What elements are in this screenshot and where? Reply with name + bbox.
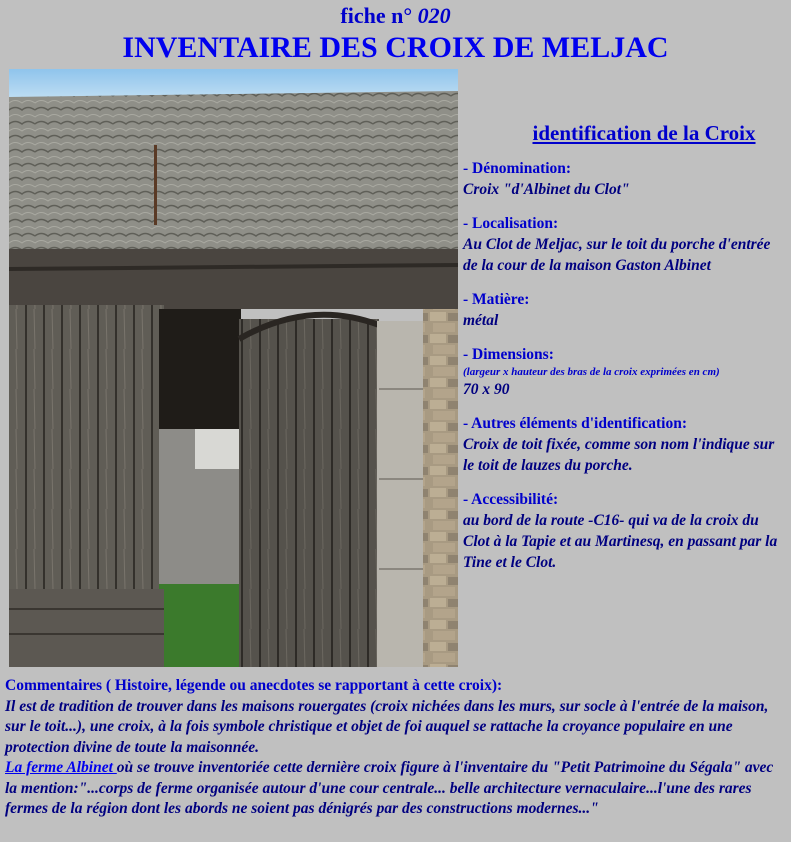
porch-photo	[9, 69, 458, 667]
matiere-value: métal	[463, 312, 499, 329]
fiche-number: 020	[417, 3, 451, 28]
comments-title: Commentaires ( Histoire, légende ou anecdotes se rapportant à cette croix):	[5, 677, 503, 694]
comments-paragraph-1: Il est de tradition de trouver dans les maisons rouergates (croix nichées dans les murs, sur socle à l'entrée de la maison, sur le toit...), une croix, à la fois symbole christique et objet de foi auquel se rattache la croyance populaire en une protection divine de toute la maisonnée.	[5, 697, 769, 756]
dimensions-value: 70 x 90	[463, 381, 510, 398]
comments-section	[5, 676, 787, 820]
ferme-albinet-link[interactable]: La ferme Albinet	[5, 759, 117, 776]
matiere-field	[463, 289, 785, 331]
autres-label: - Autres éléments d'identification:	[463, 415, 688, 432]
comments-paragraph-2-text: où se trouve inventoriée cette dernière croix figure à l'inventaire du "Petit Patrimoine du Ségala" avec la mention:"...corps de ferme organisée autour d'une cour centrale... belle architecture vernaculaire...l'une des rares fermes de la région dont les abords ne soient pas dénigrés par des constructions modernes..."	[5, 759, 774, 817]
dimensions-note: (largeur x hauteur des bras de la croix exprimées en cm)	[463, 366, 720, 378]
localisation-value: Au Clot de Meljac, sur le toit du porche d'entrée de la cour de la maison Gaston Albinet	[463, 236, 771, 274]
accessibilite-label: - Accessibilité:	[463, 491, 559, 508]
fiche-number-heading	[0, 2, 791, 30]
autres-value: Croix de toit fixée, comme son nom l'indique sur le toit de lauzes du porche.	[463, 436, 775, 474]
identification-panel	[463, 118, 785, 586]
dimensions-field	[463, 344, 785, 400]
autres-field	[463, 413, 785, 476]
page-title: INVENTAIRE DES CROIX DE MELJAC	[122, 31, 669, 64]
denomination-value: Croix "d'Albinet du Clot"	[463, 181, 630, 198]
accessibilite-field	[463, 489, 785, 573]
fiche-label: fiche n°	[340, 3, 413, 28]
comments-paragraph-2	[5, 758, 787, 820]
accessibilite-value: au bord de la route -C16- qui va de la croix du Clot à la Tapie et au Martinesq, en passant par la Tine et le Clot.	[463, 512, 778, 571]
denomination-label: - Dénomination:	[463, 160, 572, 177]
localisation-label: - Localisation:	[463, 215, 559, 232]
identification-title: identification de la Croix	[532, 121, 756, 145]
matiere-label: - Matière:	[463, 291, 530, 308]
denomination-field	[463, 158, 785, 200]
localisation-field	[463, 213, 785, 276]
dimensions-label: - Dimensions:	[463, 346, 554, 363]
